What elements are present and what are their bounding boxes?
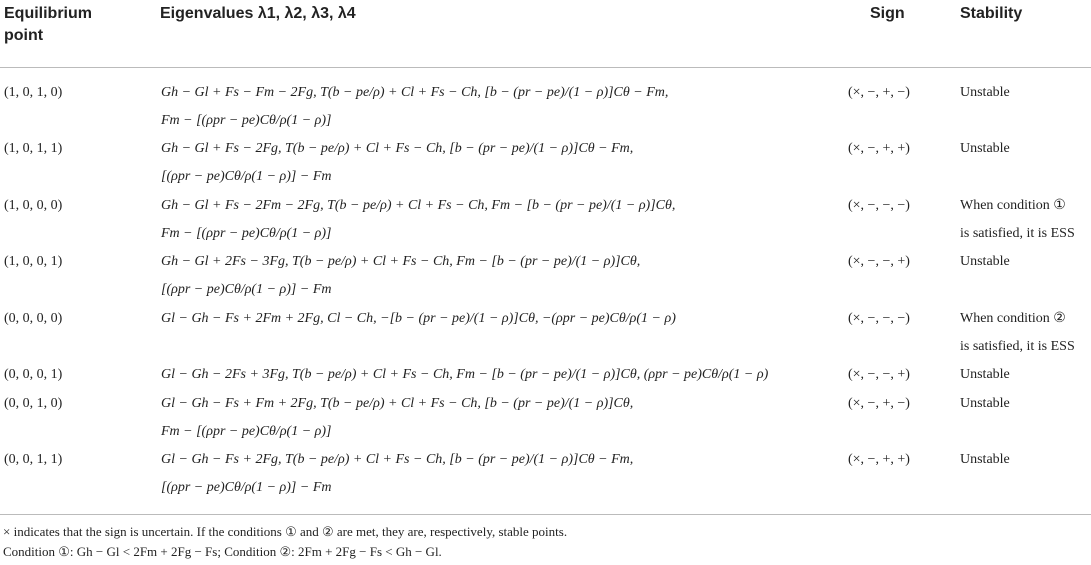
eigenvalues-line2: [(ρpr − pe)Cθ/ρ(1 − ρ)] − Fm <box>161 282 332 297</box>
sign-cell: (×, −, +, +) <box>848 452 910 467</box>
eigenvalues-line1: Gh − Gl + Fs − 2Fm − 2Fg, T(b − pe/ρ) + Cl + Fs − Ch, Fm − [b − (pr − pe)/(1 − ρ)]Cθ, <box>161 198 676 213</box>
stability-cell: Unstable <box>960 254 1010 269</box>
eigenvalues-line2: Fm − [(ρpr − pe)Cθ/ρ(1 − ρ)] <box>161 113 332 128</box>
equilibrium-point-cell: (1, 0, 1, 1) <box>4 141 63 156</box>
header-sign: Sign <box>870 5 905 22</box>
eigenvalues-line1: Gl − Gh − Fs + Fm + 2Fg, T(b − pe/ρ) + Cl + Fs − Ch, [b − (pr − pe)/(1 − ρ)]Cθ, <box>161 396 634 411</box>
sign-cell: (×, −, +, +) <box>848 141 910 156</box>
stability-cell: Unstable <box>960 367 1010 382</box>
sign-cell: (×, −, −, −) <box>848 198 910 213</box>
sign-cell: (×, −, −, +) <box>848 367 910 382</box>
stability-cell: Unstable <box>960 85 1010 100</box>
eigenvalues-line1: Gh − Gl + 2Fs − 3Fg, T(b − pe/ρ) + Cl + Fs − Ch, Fm − [b − (pr − pe)/(1 − ρ)]Cθ, <box>161 254 641 269</box>
equilibrium-point-cell: (1, 0, 0, 0) <box>4 198 63 213</box>
stability-cell: When condition ① <box>960 198 1066 213</box>
header-equilibrium-line2: point <box>4 27 44 44</box>
sign-cell: (×, −, −, −) <box>848 311 910 326</box>
stability-cell-line2: is satisfied, it is ESS <box>960 339 1075 354</box>
eigenvalues-line2: Fm − [(ρpr − pe)Cθ/ρ(1 − ρ)] <box>161 424 332 439</box>
eigenvalues-line1: Gh − Gl + Fs − Fm − 2Fg, T(b − pe/ρ) + Cl + Fs − Ch, [b − (pr − pe)/(1 − ρ)]Cθ − Fm, <box>161 85 669 100</box>
stability-cell: Unstable <box>960 452 1010 467</box>
stability-cell: When condition ② <box>960 311 1066 326</box>
header-eigenvalues: Eigenvalues λ1, λ2, λ3, λ4 <box>160 5 356 22</box>
stability-cell: Unstable <box>960 141 1010 156</box>
eigenvalues-line1: Gl − Gh − Fs + 2Fm + 2Fg, Cl − Ch, −[b − (pr − pe)/(1 − ρ)]Cθ, −(ρpr − pe)Cθ/ρ(1 − ρ) <box>161 311 676 326</box>
eigenvalues-line1: Gl − Gh − Fs + 2Fg, T(b − pe/ρ) + Cl + Fs − Ch, [b − (pr − pe)/(1 − ρ)]Cθ − Fm, <box>161 452 634 467</box>
stability-cell: Unstable <box>960 396 1010 411</box>
header-stability: Stability <box>960 5 1023 22</box>
header-rule <box>0 67 1091 68</box>
eigenvalues-line1: Gl − Gh − 2Fs + 3Fg, T(b − pe/ρ) + Cl + Fs − Ch, Fm − [b − (pr − pe)/(1 − ρ)]Cθ, (ρpr − pe)Cθ/ρ(1 − ρ) <box>161 367 769 382</box>
eigenvalues-line2: [(ρpr − pe)Cθ/ρ(1 − ρ)] − Fm <box>161 169 332 184</box>
sign-cell: (×, −, −, +) <box>848 254 910 269</box>
eigenvalues-line2: [(ρpr − pe)Cθ/ρ(1 − ρ)] − Fm <box>161 480 332 495</box>
bottom-rule <box>0 514 1091 515</box>
eigenvalues-line1: Gh − Gl + Fs − 2Fg, T(b − pe/ρ) + Cl + Fs − Ch, [b − (pr − pe)/(1 − ρ)]Cθ − Fm, <box>161 141 634 156</box>
equilibrium-point-cell: (1, 0, 1, 0) <box>4 85 63 100</box>
equilibrium-point-cell: (0, 0, 0, 1) <box>4 367 63 382</box>
header-equilibrium-point <box>4 3 92 47</box>
header-equilibrium-line1: Equilibrium <box>4 5 92 22</box>
equilibrium-point-cell: (0, 0, 1, 1) <box>4 452 63 467</box>
footnote-sign-uncertain: × indicates that the sign is uncertain. If the conditions ① and ② are met, they are, respectively, stable points. <box>3 524 568 539</box>
equilibrium-point-cell: (1, 0, 0, 1) <box>4 254 63 269</box>
sign-cell: (×, −, +, −) <box>848 85 910 100</box>
sign-cell: (×, −, +, −) <box>848 396 910 411</box>
eigenvalues-line2: Fm − [(ρpr − pe)Cθ/ρ(1 − ρ)] <box>161 226 332 241</box>
equilibrium-point-cell: (0, 0, 0, 0) <box>4 311 63 326</box>
stability-cell-line2: is satisfied, it is ESS <box>960 226 1075 241</box>
equilibrium-point-cell: (0, 0, 1, 0) <box>4 396 63 411</box>
footnote-conditions: Condition ①: Gh − Gl < 2Fm + 2Fg − Fs; Condition ②: 2Fm + 2Fg − Fs < Gh − Gl. <box>3 544 442 559</box>
